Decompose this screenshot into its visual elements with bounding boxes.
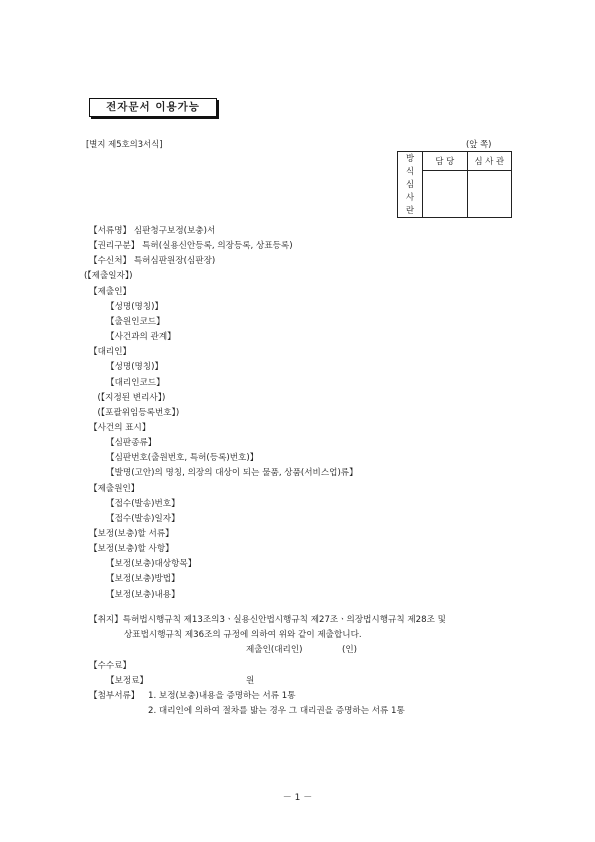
page-number: － 1 － [282, 793, 313, 803]
form-field-line: 【사건의 표시】 [89, 422, 151, 433]
attachment-item-1: 1. 보정(보충)내용을 증명하는 서류 1통 [148, 691, 296, 701]
review-box-label: 방 식 심 사 란 [398, 152, 423, 218]
attachment-item-2: 2. 대리인에 의하여 절차를 밟는 경우 그 대리권을 증명하는 서류 1통 [148, 706, 405, 716]
form-field-line: 【보정(보충)할 서류】 [89, 529, 174, 539]
form-field-line: (【포괄위임등록번호】) [97, 407, 180, 418]
fee-unit: 원 [246, 676, 255, 686]
form-field-line: 【접수(발송)일자】 [106, 513, 180, 524]
form-field-line: 【대리인코드】 [106, 377, 165, 388]
form-field-line: (【지정된 변리사】) [97, 392, 166, 403]
purpose-line-1: 【취지】특허법시행규칙 제13조의3ㆍ실용신안법시행규칙 제27조ㆍ의장법시행규칙 제28조 및 [89, 615, 446, 625]
form-field-line: 【발명(고안)의 명칭, 의장의 대상이 되는 물품, 상품(서비스업)류】 [106, 468, 358, 479]
electronic-document-badge: 전자문서 이용가능 [89, 98, 217, 117]
form-field-line: 【사건과의 관계】 [106, 332, 176, 343]
form-field-line: 【보정(보충)할 사항】 [89, 544, 174, 555]
attachments-label: 【첨부서류】 [89, 691, 140, 701]
review-box-col-examiner: 심 사 관 [467, 152, 512, 171]
form-field-line: 【접수(발송)번호】 [106, 498, 180, 509]
form-field-line: 【보정(보충)내용】 [106, 589, 180, 600]
form-field-line: 【보정(보충)방법】 [106, 574, 180, 585]
seal-mark: (인) [342, 645, 358, 655]
form-field-line: 【심판종류】 [106, 438, 157, 449]
form-field-line: 【제출원인】 [89, 483, 140, 494]
review-box-cell-examiner [467, 171, 512, 218]
signer-label: 제출인(대리인) [246, 645, 303, 655]
fee-title: 【수수료】 [89, 661, 132, 671]
form-field-line: 【제출인】 [89, 286, 132, 297]
form-field-line: 【성명(명칭)】 [106, 301, 164, 312]
form-number: [별지 제5호의3서식] [86, 139, 163, 149]
purpose-line-2: 상표법시행규칙 제36조의 규정에 의하여 위와 같이 제출합니다. [124, 630, 362, 640]
review-box-col-staff: 담 당 [423, 152, 468, 171]
fee-label: 【보정료】 [106, 676, 149, 686]
form-field-line: 【수신처】 특허심판원장(심판장) [89, 256, 216, 267]
review-box-cell-staff [423, 171, 468, 218]
form-field-line: (【제출일자】) [84, 271, 133, 282]
form-field-line: 【대리인】 [89, 347, 132, 358]
form-field-line: 【권리구분】 특허(실용신안등록, 의장등록, 상표등록) [89, 241, 293, 252]
form-field-line: 【보정(보충)대상항목】 [106, 559, 197, 570]
form-field-line: 【서류명】 심판청구보정(보충)서 [89, 226, 216, 236]
form-field-line: 【출원인코드】 [106, 316, 165, 327]
review-box [397, 151, 512, 218]
form-field-line: 【성명(명칭)】 [106, 362, 164, 373]
form-field-line: 【심판번호(출원번호, 특허(등록)번호)】 [106, 453, 259, 464]
page-side-label: (앞 쪽) [466, 139, 492, 149]
